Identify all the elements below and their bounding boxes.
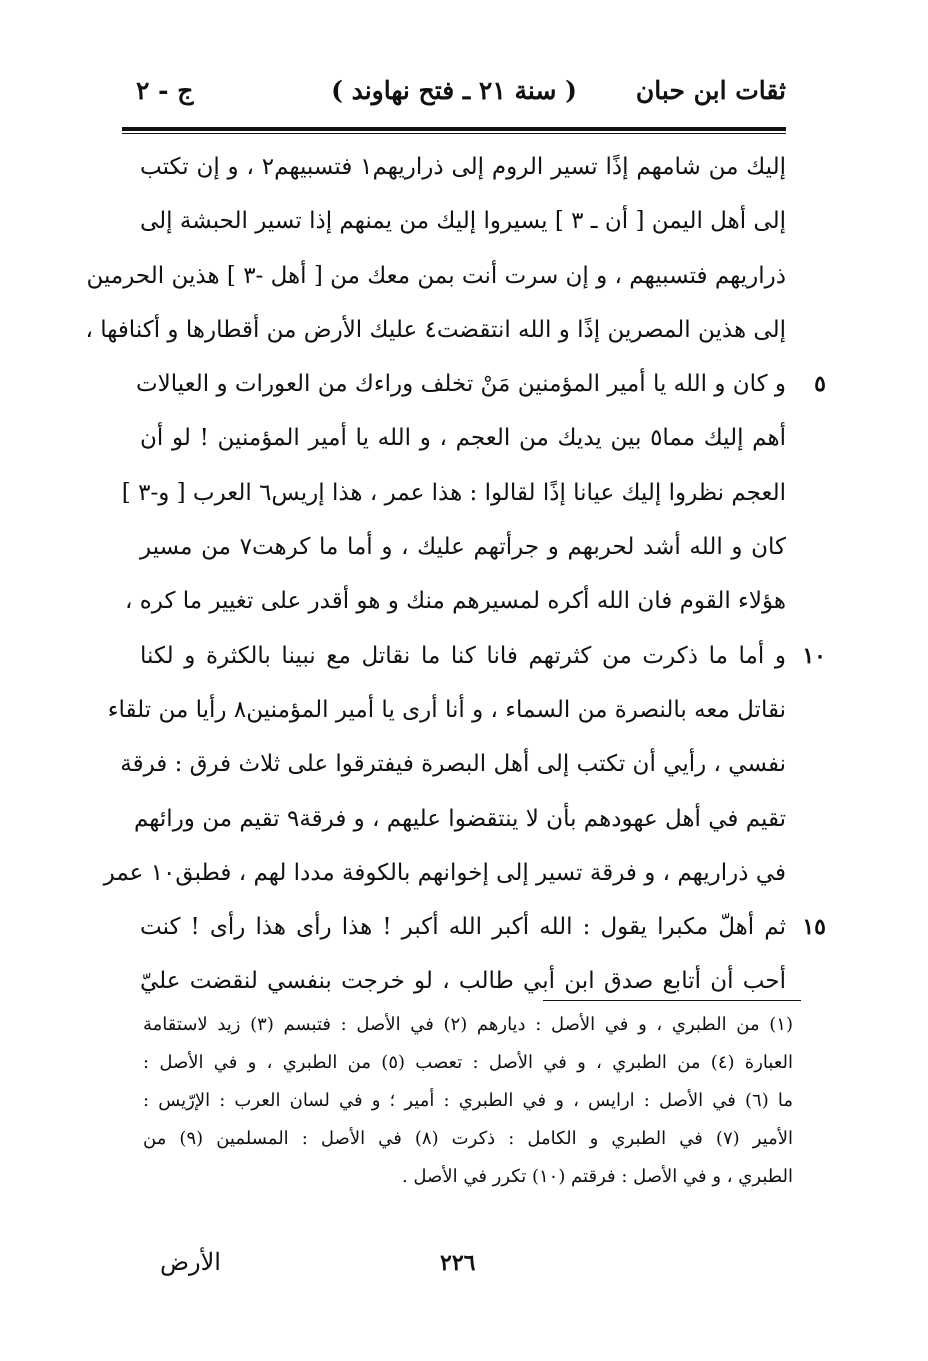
text-line [85,303,800,357]
page-number: ٢٢٦ [440,1250,476,1276]
line-number: ٥ [814,371,826,398]
text-line [140,140,800,194]
catchword: الأرض [160,1248,221,1276]
text-line [124,574,800,628]
line-text: ذراريهم فتسبيهم ، و إن سرت أنت بمن معك من [ أهل -٣ ] هذين الحرمين [86,262,786,289]
text-line [140,520,800,574]
footnote-line: الأمير (٧) في الطبري و الكامل : ذكرت (٨) في الأصل : المسلمين (٩) من [143,1128,793,1149]
line-number: ١٠ [802,642,826,669]
line-text: ثم أهلّ مكبرا يقول : الله أكبر الله أكبر ! هذا رأى هذا رأى ! كنت [140,914,786,941]
line-text: إلى أهل اليمن [ أن ـ ٣ ] يسيروا إليك من يمنهم إذا تسير الحبشة إلى [140,208,787,235]
header-rule-thin [122,133,786,134]
line-text: إليك من شامهم إذًا تسير الروم إلى ذراريهم١ فتسبيهم٢ ، و إن تكتب [140,154,787,180]
line-text: تقيم في أهل عهودهم بأن لا ينتقضوا عليهم ، و فرقة٩ تقيم من ورائهم [134,805,786,832]
line-text: و أما ما ذكرت من كثرتهم فانا كنا ما نقاتل مع نبينا بالكثرة و لكنا [140,642,786,669]
line-text: في ذراريهم ، و فرقة تسير إلى إخوانهم بالكوفة مددا لهم ، فطبق١٠ عمر [103,859,786,886]
text-line [103,846,800,900]
header-section-title: ( سنة ٢١ ـ فتح نهاوند ) [331,76,577,105]
line-text: أهم إليك مما٥ بين يديك من العجم ، و الله يا أمير المؤمنين ! لو أن [140,425,787,452]
text-line [120,737,800,791]
text-line [140,194,800,248]
footnote-line: العبارة (٤) من الطبري ، و في الأصل : تعصب (٥) من الطبري ، و في الأصل : [143,1052,793,1073]
main-text [85,140,826,1009]
header-book-title: ثقات ابن حبان [635,76,786,105]
line-text: إلى هذين المصرين إذًا و الله انتقضت٤ عليك الأرض من أقطارها و أكنافها ، [85,316,786,343]
running-header [122,70,786,124]
text-line [135,357,826,411]
footnote-line: ما (٦) في الأصل : ارايس ، و في الطبري : أمير ؛ و في لسان العرب : الإرّيس : [143,1090,793,1111]
text-line [86,249,800,303]
text-line [140,629,826,683]
text-line [121,466,800,520]
line-text: و كان و الله يا أمير المؤمنين مَنْ تخلف وراءك من العورات و العيالات [135,371,786,398]
line-text: العجم نظروا إليك عيانا إذًا لقالوا : هذا عمر ، هذا إريس٦ العرب [ و-٣ ] [121,479,786,506]
line-text: نفسي ، رأيي أن تكتب إلى أهل البصرة فيفترقوا على ثلاث فرق : فرقة [120,751,786,778]
text-line [140,411,800,465]
line-text: كان و الله أشد لحربهم و جرأتهم عليك ، و أما ما كرهت٧ من مسير [140,534,786,561]
text-line [107,683,800,737]
line-number: ١٥ [802,914,826,941]
line-text: نقاتل معه بالنصرة من السماء ، و أنا أرى يا أمير المؤمنين٨ رأيا من تلقاء [107,696,786,723]
text-line [134,792,800,846]
footnote-rule [543,1000,801,1001]
text-line [140,900,826,954]
header-rule-thick [122,127,786,131]
line-text: هؤلاء القوم فان الله أكره لمسيرهم منك و هو أقدر على تغيير ما كره ، [124,588,786,615]
footnote-line: الطبري ، و في الأصل : فرقتم (١٠) تكرر في الأصل . [401,1166,793,1187]
footnotes [143,1006,793,1196]
header-volume: ج - ٢ [136,76,194,105]
line-text: أحب أن أتابع صدق ابن أبي طالب ، لو خرجت بنفسي لنقضت عليّ [140,968,786,995]
footnote-line: (١) من الطبري ، و في الأصل : ديارهم (٢) في الأصل : فتبسم (٣) زيد لاستقامة [143,1014,793,1035]
